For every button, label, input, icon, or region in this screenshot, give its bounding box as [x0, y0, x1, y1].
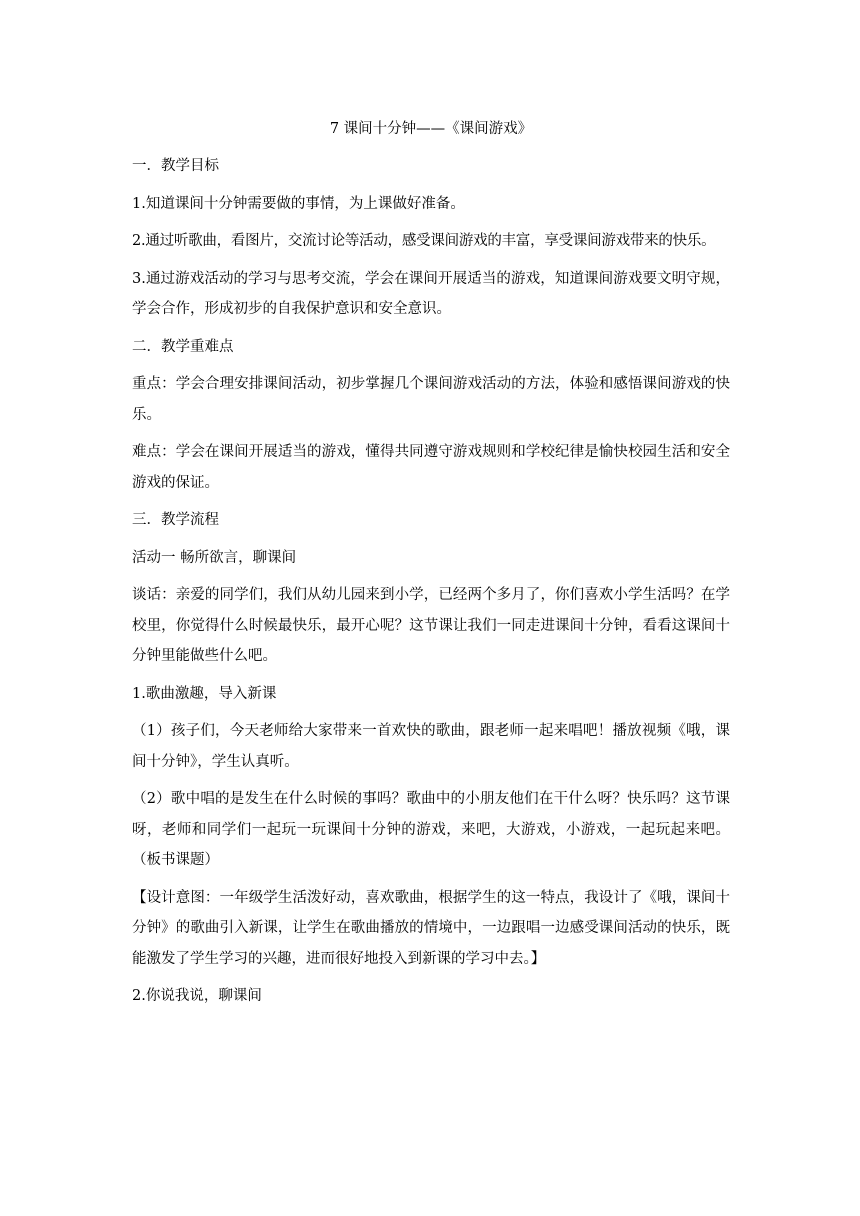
objective-3: 3.通过游戏活动的学习与思考交流，学会在课间开展适当的游戏，知道课间游戏要文明守规，学会合作，形成初步的自我保护意识和安全意识。: [132, 270, 730, 317]
step-1-item-1: （1）孩子们，今天老师给大家带来一首欢快的歌曲，跟老师一起来唱吧！播放视频《哦，课间十分钟》，学生认真听。: [132, 723, 730, 770]
step-2-heading: 2.你说我说，聊课间: [132, 988, 262, 1004]
section-heading-process: 三．教学流程: [132, 512, 219, 528]
key-point-difficulty: 难点：学会在课间开展适当的游戏，懂得共同遵守游戏规则和学校纪律是愉快校园生活和安全游戏的保证。: [132, 444, 730, 491]
step-1-heading: 1.歌曲激趣，导入新课: [132, 685, 277, 702]
document-title: 7 课间十分钟——《课间游戏》: [329, 121, 533, 137]
design-intent: 【设计意图：一年级学生活泼好动，喜欢歌曲，根据学生的这一特点，我设计了《哦，课间十分钟》的歌曲引入新课，让学生在歌曲播放的情境中，一边跟唱一边感受课间活动的快乐，既能激发了学生学习的兴趣，进而很好地投入到新课的学习中去。】: [132, 889, 730, 967]
opening-talk: 谈话：亲爱的同学们，我们从幼儿园来到小学，已经两个多月了，你们喜欢小学生活吗？在学校里，你觉得什么时候最快乐，最开心呢？这节课让我们一同走进课间十分钟，看看这课间十分钟里能做些什么吧。: [132, 587, 730, 664]
step-1-item-2: （2）歌中唱的是发生在什么时候的事吗？歌曲中的小朋友他们在干什么呀？快乐吗？这节课呀，老师和同学们一起玩一玩课间十分钟的游戏，来吧，大游戏，小游戏，一起玩起来吧。（板书课题）: [132, 791, 730, 868]
key-point-focus: 重点：学会合理安排课间活动，初步掌握几个课间游戏活动的方法，体验和感悟课间游戏的快乐。: [132, 376, 730, 423]
section-heading-objectives: 一．教学目标: [132, 158, 219, 174]
document-body: [132, 114, 730, 1019]
objective-1: 1.知道课间十分钟需要做的事情，为上课做好准备。: [132, 195, 465, 212]
activity-one-heading: 活动一 畅所欲言，聊课间: [132, 549, 297, 566]
section-heading-key-points: 二．教学重难点: [132, 338, 234, 355]
objective-2: 2.通过听歌曲，看图片，交流讨论等活动，感受课间游戏的丰富，享受课间游戏带来的快乐。: [132, 233, 716, 249]
